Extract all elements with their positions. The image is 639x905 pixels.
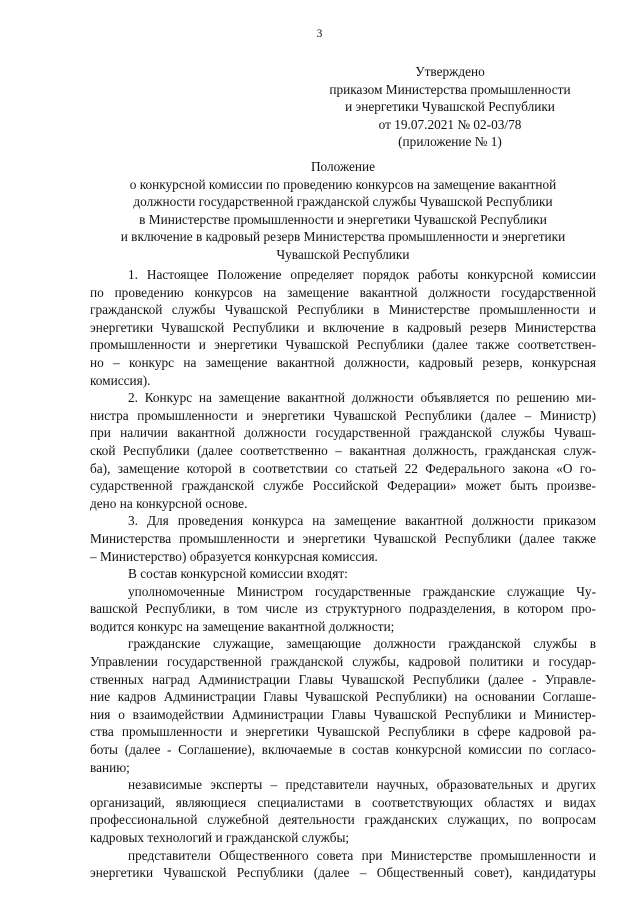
paragraph-line: Министерства промышленности и энергетики Чувашской Республики (далее также — [90, 530, 596, 546]
paragraph-line: организаций, являющиеся специалистами в соответствующих областях и видах — [90, 794, 596, 810]
title-line: и включение в кадровый резерв Министерства промышленности и энергетики — [120, 229, 566, 245]
paragraph — [90, 565, 596, 583]
approval-line: и энергетики Чувашской Республики — [345, 99, 555, 115]
approval-line: Утверждено — [415, 64, 485, 79]
approval-block — [300, 63, 600, 151]
paragraph-line: вашской Республики, в том числе из структурного подразделения, в котором про- — [90, 601, 596, 617]
paragraph-line: ния о взаимодействии Администрации Главы Чувашской Республики и Министер- — [90, 706, 596, 722]
paragraph — [90, 512, 596, 565]
paragraph-line: ства промышленности и энергетики Чувашской Республики в сфере кадровой ра- — [90, 724, 596, 740]
title-line: Чувашской Республики — [276, 246, 410, 262]
paragraph-line: но – конкурс на замещение вакантной должности, кадровый резерв, конкурсная — [90, 354, 596, 370]
paragraph-line: независимые эксперты – представители научных, образовательных и других — [128, 777, 596, 793]
page-number: 3 — [316, 28, 323, 40]
paragraph-line: уполномоченные Министром государственные гражданские служащие Чу- — [128, 583, 596, 599]
approval-line: от 19.07.2021 № 02-03/78 — [378, 116, 522, 132]
title-line: Положение — [310, 159, 376, 174]
paragraph — [90, 776, 596, 846]
paragraph-line: энергетики Чувашской Республики (далее – Общественный совет), кандидатуры — [90, 865, 596, 881]
paragraph-line: сударственной гражданской службе Российской Федерации» может быть произве- — [90, 478, 596, 494]
paragraph-line: Управлении государственной гражданской службы, кадровой политики и государ- — [90, 654, 596, 670]
paragraph-line: дено на конкурсной основе. — [90, 495, 248, 511]
paragraph-line: гражданской службы Чувашской Республики в Министерстве промышленности и — [90, 302, 596, 318]
paragraph-line: водится конкурс на замещение вакантной должности; — [90, 618, 395, 634]
paragraph-line: по проведению конкурсов на замещение вакантной должности государственной — [90, 284, 596, 300]
paragraph-line: энергетики Чувашской Республики и включение в кадровый резерв Министерства — [90, 319, 596, 335]
paragraph — [90, 389, 596, 512]
paragraph — [90, 847, 596, 882]
paragraph-line: 3. Для проведения конкурса на замещение вакантной должности приказом — [128, 513, 596, 529]
paragraph-line: ской Республики (далее соответственно – вакантная должность, гражданская служ- — [90, 442, 596, 458]
paragraph-line: нистра промышленности и энергетики Чувашской Республики (далее – Министр) — [90, 407, 596, 423]
paragraph-line: ственных наград Администрации Главы Чувашской Республики (далее - Управле- — [90, 671, 596, 687]
paragraph-line: ванию; — [90, 759, 130, 775]
paragraph-line: – Министерство) образуется конкурсная комиссия. — [90, 548, 378, 564]
paragraph-line: представители Общественного совета при Министерстве промышленности и — [128, 847, 596, 863]
paragraph-line: гражданские служащие, замещающие должности гражданской службы в — [128, 636, 596, 652]
paragraph-line: ба), замещение которой в соответствии со статьей 22 Федерального закона «О го- — [90, 460, 596, 476]
paragraph — [90, 266, 596, 389]
paragraph — [90, 635, 596, 776]
approval-line: приказом Министерства промышленности — [329, 81, 571, 97]
paragraph-line: комиссия). — [90, 372, 151, 388]
document-title — [90, 158, 596, 264]
title-line: в Министерстве промышленности и энергетики Чувашской Республики — [139, 211, 547, 227]
paragraph-line: боты (далее - Соглашение), включаемые в состав конкурсной комиссии по согласо- — [90, 742, 596, 758]
paragraph — [90, 583, 596, 636]
title-line: должности государственной гражданской службы Чувашской Республики — [133, 194, 553, 210]
paragraph-line: 1. Настоящее Положение определяет порядок работы конкурсной комиссии — [128, 267, 596, 282]
title-line: о конкурсной комиссии по проведению конкурсов на замещение вакантной — [129, 176, 557, 192]
document-body — [90, 266, 596, 882]
paragraph-line: профессиональной служебной деятельности гражданских служащих, по вопросам — [90, 812, 596, 828]
paragraph-line: промышленности и энергетики Чувашской Республики (далее также соответствен- — [90, 337, 596, 353]
approval-line: (приложение № 1) — [398, 134, 502, 150]
paragraph-line: ние кадров Администрации Главы Чувашской Республики) на основании Соглаше- — [90, 689, 596, 705]
paragraph-line: при наличии вакантной должности государственной гражданской службы Чуваш- — [90, 425, 596, 441]
paragraph-line: В состав конкурсной комиссии входят: — [128, 566, 348, 582]
paragraph-line: 2. Конкурс на замещение вакантной должности объявляется по решению ми- — [128, 390, 596, 406]
paragraph-line: кадровых технологий и гражданской службы; — [90, 830, 350, 845]
